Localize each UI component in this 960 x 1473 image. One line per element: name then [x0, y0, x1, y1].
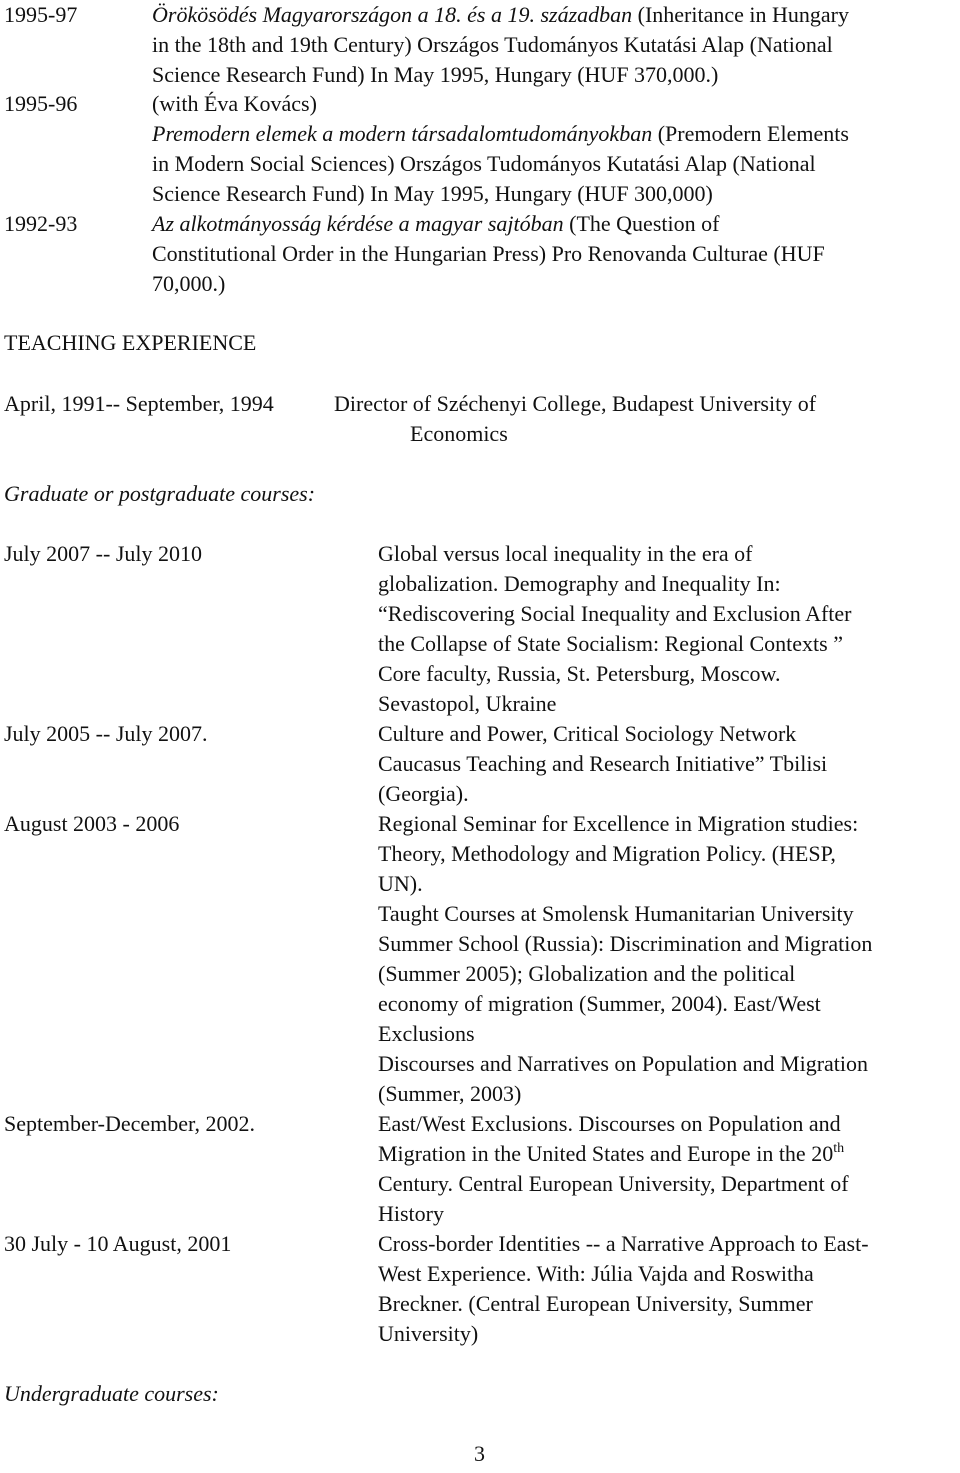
graduate-courses-heading: Graduate or postgraduate courses: [4, 481, 316, 506]
superscript: th [833, 1141, 845, 1156]
course-line: Summer School (Russia): Discrimination and Migration [378, 931, 873, 956]
course-line: East/West Exclusions. Discourses on Population and [378, 1111, 841, 1136]
course-line: University) [378, 1321, 479, 1346]
grant-line: in the 18th and 19th Century) Országos Tudományos Kutatási Alap (National [152, 32, 833, 57]
course-line: UN). [378, 871, 423, 896]
course-line: globalization. Demography and Inequality In: [378, 571, 781, 596]
course-date: July 2007 -- July 2010 [4, 541, 202, 566]
course-date: August 2003 - 2006 [4, 811, 180, 836]
section-heading-teaching: TEACHING EXPERIENCE [4, 330, 257, 355]
grant-year: 1995-97 [4, 2, 78, 27]
undergraduate-courses-heading: Undergraduate courses: [4, 1381, 219, 1406]
course-line: Sevastopol, Ukraine [378, 691, 557, 716]
course-line: (Georgia). [378, 781, 469, 806]
course-line: Regional Seminar for Excellence in Migration studies: [378, 811, 859, 836]
director-title: Economics [410, 421, 508, 446]
course-line: “Rediscovering Social Inequality and Exclusion After [378, 601, 852, 626]
course-line: Global versus local inequality in the era of [378, 541, 753, 566]
director-dates: April, 1991-- September, 1994 [4, 391, 274, 416]
grant-line: 70,000.) [152, 271, 226, 296]
course-line: Century. Central European University, Department of [378, 1171, 849, 1196]
grant-line: Premodern elemek a modern társadalomtudományokban (Premodern Elements [152, 121, 849, 146]
grant-line: Constitutional Order in the Hungarian Press) Pro Renovanda Culturae (HUF [152, 241, 825, 266]
course-line: Breckner. (Central European University, Summer [378, 1291, 813, 1316]
course-date: September-December, 2002. [4, 1111, 255, 1136]
course-line: Core faculty, Russia, St. Petersburg, Moscow. [378, 661, 781, 686]
course-line: the Collapse of State Socialism: Regional Contexts ” [378, 631, 843, 656]
page-number: 3 [474, 1441, 485, 1466]
grant-title-hu: Örökösödés Magyarországon a 18. és a 19. században [152, 2, 633, 27]
grant-title-hu: Premodern elemek a modern társadalomtudományokban [152, 121, 653, 146]
grant-year: 1992-93 [4, 211, 78, 236]
grant-year: 1995-96 [4, 91, 78, 116]
course-date: July 2005 -- July 2007. [4, 721, 208, 746]
grant-line: Science Research Fund) In May 1995, Hungary (HUF 300,000) [152, 181, 713, 206]
grant-line: Az alkotmányosság kérdése a magyar sajtóban (The Question of [152, 211, 720, 236]
course-line: economy of migration (Summer, 2004). East/West [378, 991, 821, 1016]
course-line: Discourses and Narratives on Population and Migration [378, 1051, 869, 1076]
grant-line: Science Research Fund) In May 1995, Hungary (HUF 370,000.) [152, 62, 719, 87]
grant-line: (with Éva Kovács) [152, 91, 317, 116]
grant-line: Örökösödés Magyarországon a 18. és a 19. században (Inheritance in Hungary [152, 2, 849, 27]
course-line: Exclusions [378, 1021, 475, 1046]
course-line: History [378, 1201, 444, 1226]
grant-title-hu: Az alkotmányosság kérdése a magyar sajtóban [152, 211, 564, 236]
course-line: Taught Courses at Smolensk Humanitarian University [378, 901, 854, 926]
course-line: Migration in the United States and Europe in the 20th [378, 1141, 845, 1166]
director-title: Director of Széchenyi College, Budapest University of [334, 391, 817, 416]
course-line: (Summer, 2003) [378, 1081, 522, 1106]
course-line: Culture and Power, Critical Sociology Network [378, 721, 797, 746]
course-line: Caucasus Teaching and Research Initiative” Tbilisi [378, 751, 828, 776]
course-line: Cross-border Identities -- a Narrative Approach to East- [378, 1231, 869, 1256]
course-line: West Experience. With: Júlia Vajda and Roswitha [378, 1261, 814, 1286]
course-line: Theory, Methodology and Migration Policy. (HESP, [378, 841, 836, 866]
grant-line: in Modern Social Sciences) Országos Tudományos Kutatási Alap (National [152, 151, 816, 176]
course-date: 30 July - 10 August, 2001 [4, 1231, 232, 1256]
course-line: (Summer 2005); Globalization and the political [378, 961, 796, 986]
